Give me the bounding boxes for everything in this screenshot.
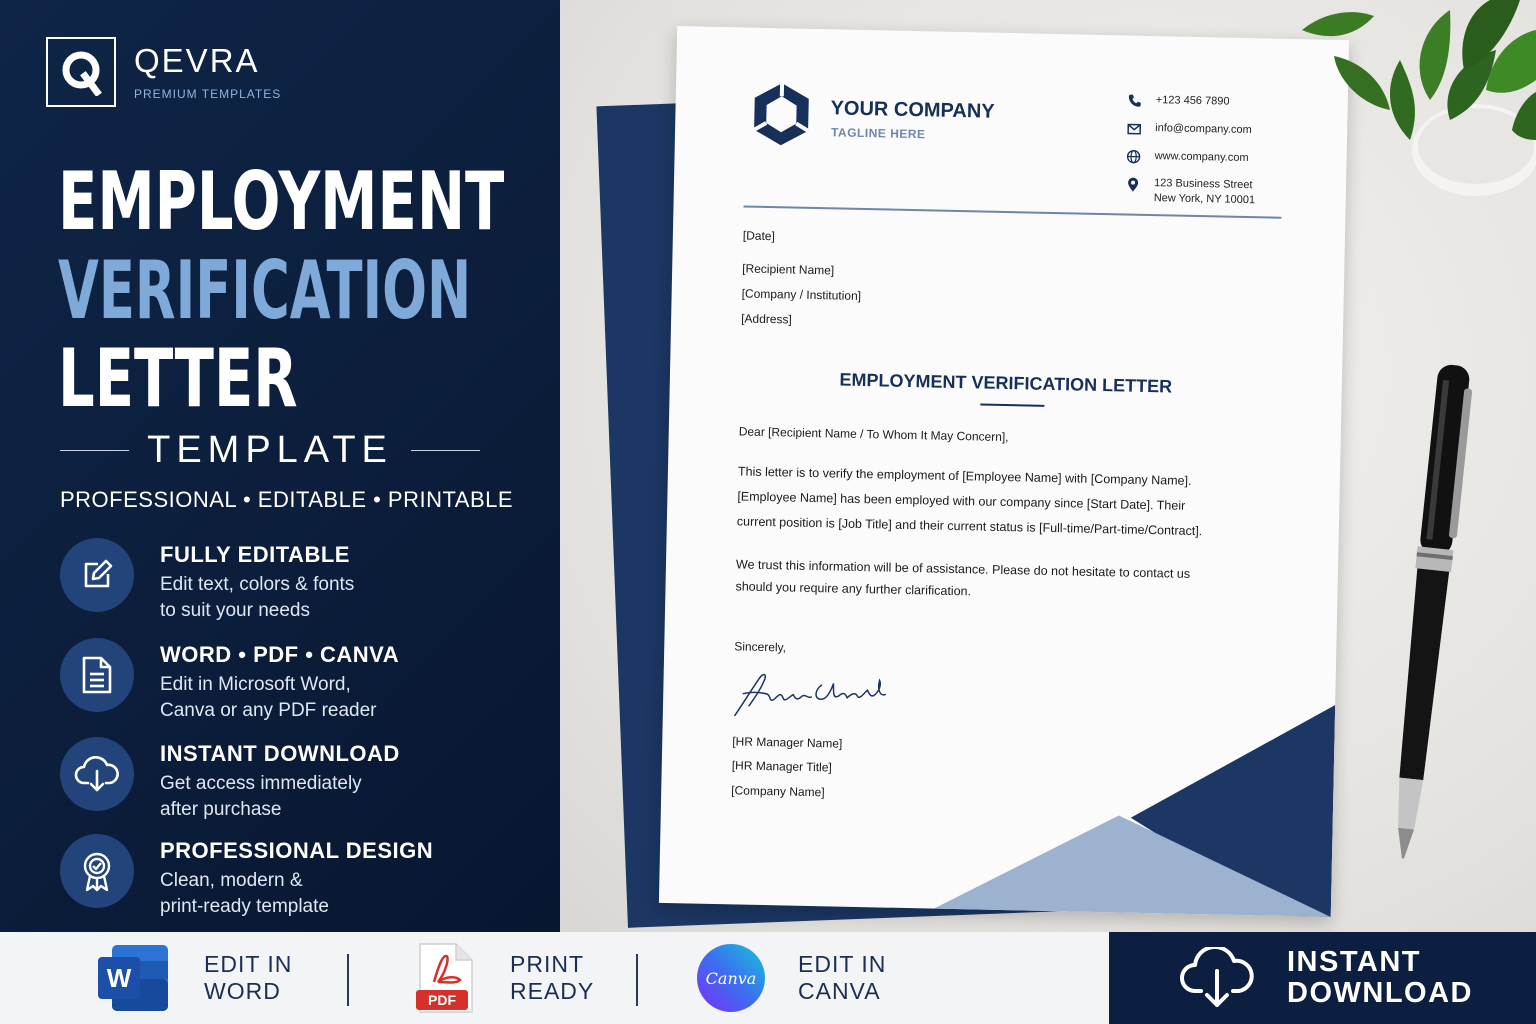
address-line1: 123 Business Street [1153, 177, 1253, 192]
letter-paper [659, 26, 1349, 917]
badge-edit-in-canva [696, 932, 886, 1024]
phone-icon [1128, 94, 1142, 108]
feature-title: FULLY EDITABLE [160, 542, 350, 567]
feature-desc: print-ready template [160, 896, 329, 917]
hero-title-line3: LETTER [58, 332, 298, 425]
company-tagline: TAGLINE HERE [830, 125, 926, 142]
hr-manager-title: [HR Manager Title] [731, 758, 832, 775]
brand-subtitle: PREMIUM TEMPLATES [134, 86, 282, 101]
feature-desc: Clean, modern & [160, 870, 303, 891]
divider-right [411, 450, 480, 452]
feature-desc: Canva or any PDF reader [160, 700, 377, 721]
letter-greeting: Dear [Recipient Name / To Whom It May Concern], [738, 424, 1009, 445]
potted-plant-image [1290, 0, 1536, 236]
hero-title-line2: VERIFICATION [58, 244, 472, 337]
paragraph-line: [Employee Name] has been employed with our company since [Start Date]. Their [737, 489, 1186, 513]
location-pin-icon [1126, 176, 1140, 192]
canva-label-line1: EDIT IN [798, 951, 887, 977]
feature-title: WORD • PDF • CANVA [160, 642, 400, 667]
feature-desc: after purchase [160, 799, 282, 820]
instant-download-button[interactable] [1109, 932, 1536, 1024]
template-heading [60, 429, 480, 472]
svg-text:PDF: PDF [428, 992, 456, 1008]
svg-text:W: W [106, 963, 132, 993]
brand-name: QEVRA [134, 41, 260, 79]
contact-email [1127, 122, 1252, 139]
word-label-line1: EDIT IN [204, 951, 293, 977]
paragraph-line: This letter is to verify the employment of [Employee Name] with [Company Name]. [737, 464, 1192, 488]
signature-image [729, 663, 900, 725]
canva-icon [696, 943, 766, 1013]
brand [46, 37, 281, 107]
badge-edit-in-word [98, 932, 292, 1024]
contact-website [1126, 150, 1248, 167]
letter-address: [Address] [741, 311, 792, 327]
hero-title-line1: EMPLOYMENT [58, 155, 505, 248]
email-text: info@company.com [1155, 122, 1252, 137]
feature-title: PROFESSIONAL DESIGN [160, 838, 434, 863]
cloud-download-icon [1179, 947, 1255, 1009]
feature-title: INSTANT DOWNLOAD [160, 741, 400, 766]
feature-desc: to suit your needs [160, 600, 310, 621]
feature-professional-design [60, 834, 433, 920]
feature-desc: Edit text, colors & fonts [160, 574, 355, 595]
badge-print-ready [416, 932, 594, 1024]
address-line2: New York, NY 10001 [1153, 192, 1256, 207]
letter-recipient: [Recipient Name] [742, 261, 835, 278]
contact-phone [1128, 94, 1230, 110]
document-icon [60, 638, 134, 712]
paragraph-line: current position is [Job Title] and their current status is [Full-time/Part-time/Contract]. [736, 514, 1203, 539]
letter-paragraph-1 [737, 459, 1278, 545]
letter-closing: Sincerely, [734, 639, 787, 655]
letter-date: [Date] [742, 228, 776, 244]
cta-line1: INSTANT [1287, 946, 1422, 978]
canva-label-line2: CANVA [798, 978, 881, 1004]
website-text: www.company.com [1154, 150, 1249, 165]
globe-icon [1126, 150, 1140, 164]
pdf-label-line2: READY [510, 978, 595, 1004]
divider-left [60, 450, 129, 452]
word-label-line2: WORD [204, 978, 281, 1004]
feature-fully-editable [60, 538, 354, 624]
pdf-label-line1: PRINT [510, 951, 584, 977]
contact-address [1126, 176, 1256, 206]
pen-image [1380, 360, 1480, 880]
word-icon [98, 943, 170, 1013]
separator [347, 954, 349, 1006]
hr-manager-name: [HR Manager Name] [732, 734, 843, 751]
pdf-icon [416, 942, 476, 1014]
feature-desc: Edit in Microsoft Word, [160, 674, 351, 695]
feature-instant-download [60, 737, 400, 823]
brand-logo-icon [46, 37, 116, 107]
left-panel [0, 0, 560, 932]
company-name: YOUR COMPANY [830, 97, 995, 123]
feature-formats [60, 638, 399, 724]
paragraph-line: We trust this information will be of assistance. Please do not hesitate to contact us [735, 557, 1191, 581]
mail-icon [1127, 122, 1141, 136]
cloud-download-icon [60, 737, 134, 811]
hr-company-name: [Company Name] [731, 783, 825, 800]
features-tagline: PROFESSIONAL • EDITABLE • PRINTABLE [60, 487, 514, 512]
letter-title: EMPLOYMENT VERIFICATION LETTER [839, 369, 1173, 397]
award-icon [60, 834, 134, 908]
edit-icon [60, 538, 134, 612]
template-label: TEMPLATE [147, 429, 393, 471]
feature-desc: Get access immediately [160, 773, 362, 794]
letter-institution: [Company / Institution] [741, 286, 862, 303]
svg-text:Canva: Canva [705, 969, 757, 988]
phone-text: +123 456 7890 [1155, 94, 1230, 108]
paragraph-line: should you require any further clarification. [735, 579, 972, 599]
cta-line2: DOWNLOAD [1287, 977, 1473, 1009]
company-logo-icon [747, 80, 816, 149]
separator [636, 954, 638, 1006]
